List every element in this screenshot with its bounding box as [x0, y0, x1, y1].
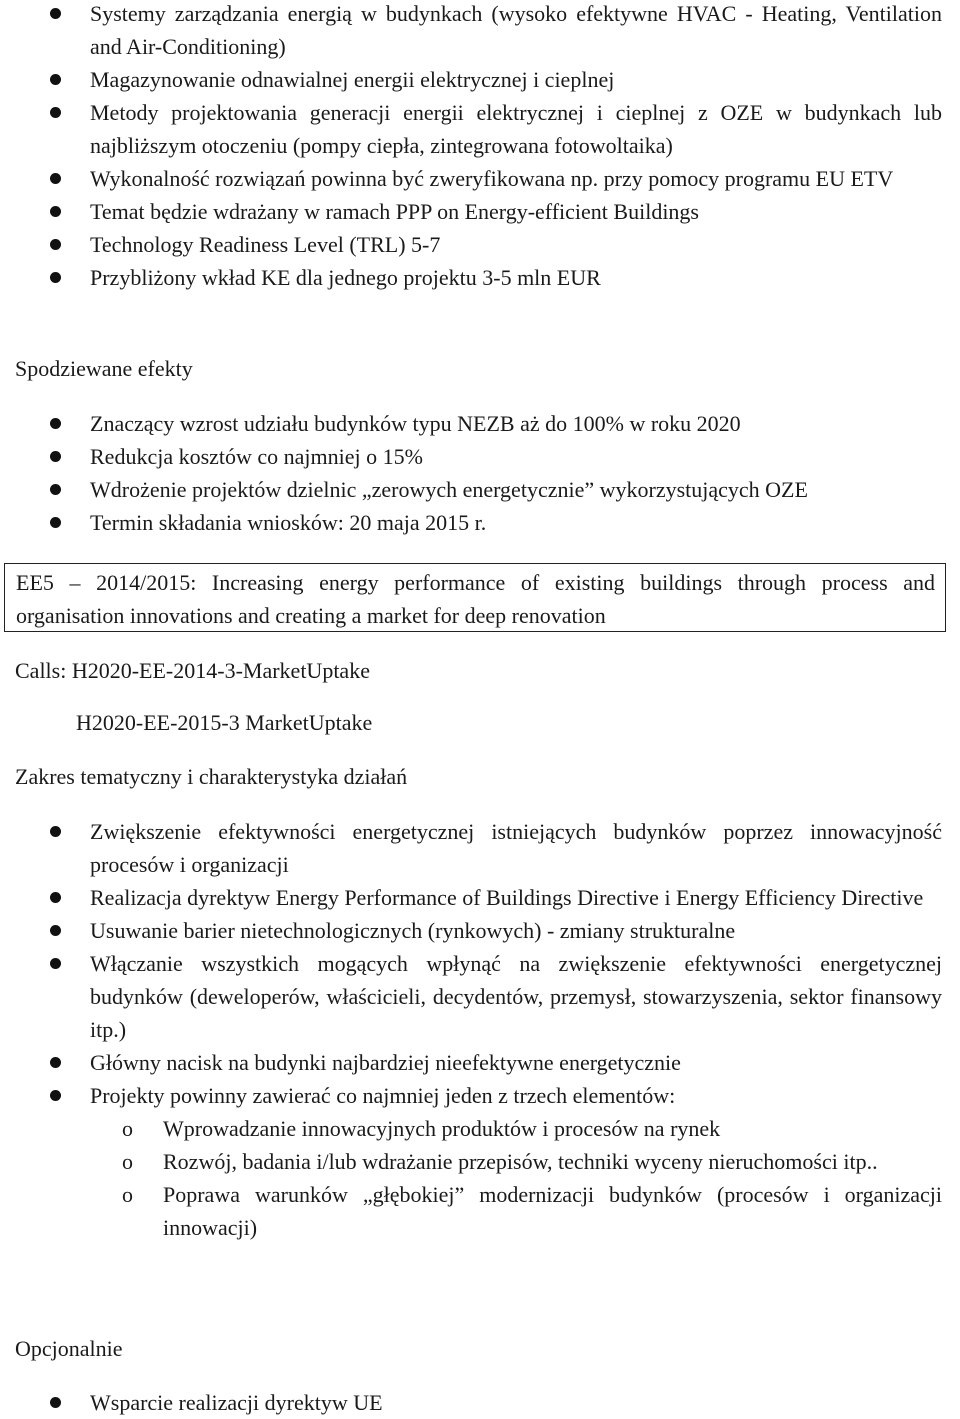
bullet-icon	[50, 826, 61, 837]
section-heading-optional: Opcjonalnie	[15, 1336, 123, 1361]
list-item: Termin składania wniosków: 20 maja 2015 r.	[0, 506, 960, 539]
bullet-icon	[50, 1057, 61, 1068]
list-item: Temat będzie wdrażany w ramach PPP on Energy-efficient Buildings	[0, 195, 960, 228]
bullet-icon	[50, 8, 61, 19]
list-item: Realizacja dyrektyw Energy Performance of Buildings Directive i Energy Efficiency Directive	[0, 881, 960, 914]
sub-list-item: o Poprawa warunków „głębokiej” modernizacji budynków (procesów i organizacji innowacji)	[0, 1178, 960, 1244]
optional-list	[0, 1386, 960, 1419]
section-heading-effects: Spodziewane efekty	[15, 356, 193, 381]
sub-list-item: o Rozwój, badania i/lub wdrażanie przepisów, techniki wyceny nieruchomości itp..	[0, 1145, 960, 1178]
bullet-icon	[50, 272, 61, 283]
circle-bullet-icon: o	[122, 1149, 133, 1174]
bullet-icon	[50, 74, 61, 85]
bullet-icon	[50, 1397, 61, 1408]
topic-title-box	[4, 563, 946, 632]
list-item: Przybliżony wkład KE dla jednego projektu 3-5 mln EUR	[0, 261, 960, 294]
list-item: Magazynowanie odnawialnej energii elektrycznej i cieplnej	[0, 63, 960, 96]
scope-list	[0, 815, 960, 1244]
bullet-icon	[50, 239, 61, 250]
bullet-icon	[50, 451, 61, 462]
bullet-icon	[50, 173, 61, 184]
list-item: Systemy zarządzania energią w budynkach (wysoko efektywne HVAC - Heating, Ventilation and Air-Conditioning)	[0, 0, 960, 63]
bullet-icon	[50, 418, 61, 429]
section-heading-scope: Zakres tematyczny i charakterystyka działań	[15, 764, 408, 789]
list-item: Projekty powinny zawierać co najmniej jeden z trzech elementów:	[0, 1079, 960, 1112]
calls-line: Calls: H2020-EE-2014-3-MarketUptake	[15, 658, 370, 683]
list-item: Metody projektowania generacji energii elektrycznej i cieplnej z OZE w budynkach lub najbliższym otoczeniu (pompy ciepła, zintegrowana fotowoltaika)	[0, 96, 960, 162]
bullet-icon	[50, 958, 61, 969]
list-item: Redukcja kosztów co najmniej o 15%	[0, 440, 960, 473]
list-item: Wsparcie realizacji dyrektyw UE	[0, 1386, 960, 1419]
bullet-icon	[50, 1090, 61, 1101]
circle-bullet-icon: o	[122, 1116, 133, 1141]
sub-list-item: o Wprowadzanie innowacyjnych produktów i procesów na rynek	[0, 1112, 960, 1145]
bullet-icon	[50, 107, 61, 118]
list-item: Główny nacisk na budynki najbardziej nieefektywne energetycznie	[0, 1046, 960, 1079]
circle-bullet-icon: o	[122, 1182, 133, 1207]
bullet-icon	[50, 484, 61, 495]
requirements-list	[0, 0, 960, 294]
bullet-icon	[50, 517, 61, 528]
bullet-icon	[50, 892, 61, 903]
bullet-icon	[50, 206, 61, 217]
calls-line: H2020-EE-2015-3 MarketUptake	[76, 710, 373, 735]
bullet-icon	[50, 925, 61, 936]
topic-title: EE5 – 2014/2015: Increasing energy performance of existing buildings through process and organisation innovations and creating a market for deep renovation	[16, 570, 935, 628]
list-item: Zwiększenie efektywności energetycznej istniejących budynków poprzez innowacyjność procesów i organizacji	[0, 815, 960, 881]
list-item: Usuwanie barier nietechnologicznych (rynkowych) - zmiany strukturalne	[0, 914, 960, 947]
list-item: Znaczący wzrost udziału budynków typu NEZB aż do 100% w roku 2020	[0, 407, 960, 440]
effects-list	[0, 407, 960, 539]
list-item: Włączanie wszystkich mogących wpłynąć na zwiększenie efektywności energetycznej budynków (deweloperów, właścicieli, decydentów, przemysł, stowarzyszenia, sektor finansowy itp.)	[0, 947, 960, 1046]
list-item: Wdrożenie projektów dzielnic „zerowych energetycznie” wykorzystujących OZE	[0, 473, 960, 506]
list-item: Technology Readiness Level (TRL) 5-7	[0, 228, 960, 261]
list-item: Wykonalność rozwiązań powinna być zweryfikowana np. przy pomocy programu EU ETV	[0, 162, 960, 195]
